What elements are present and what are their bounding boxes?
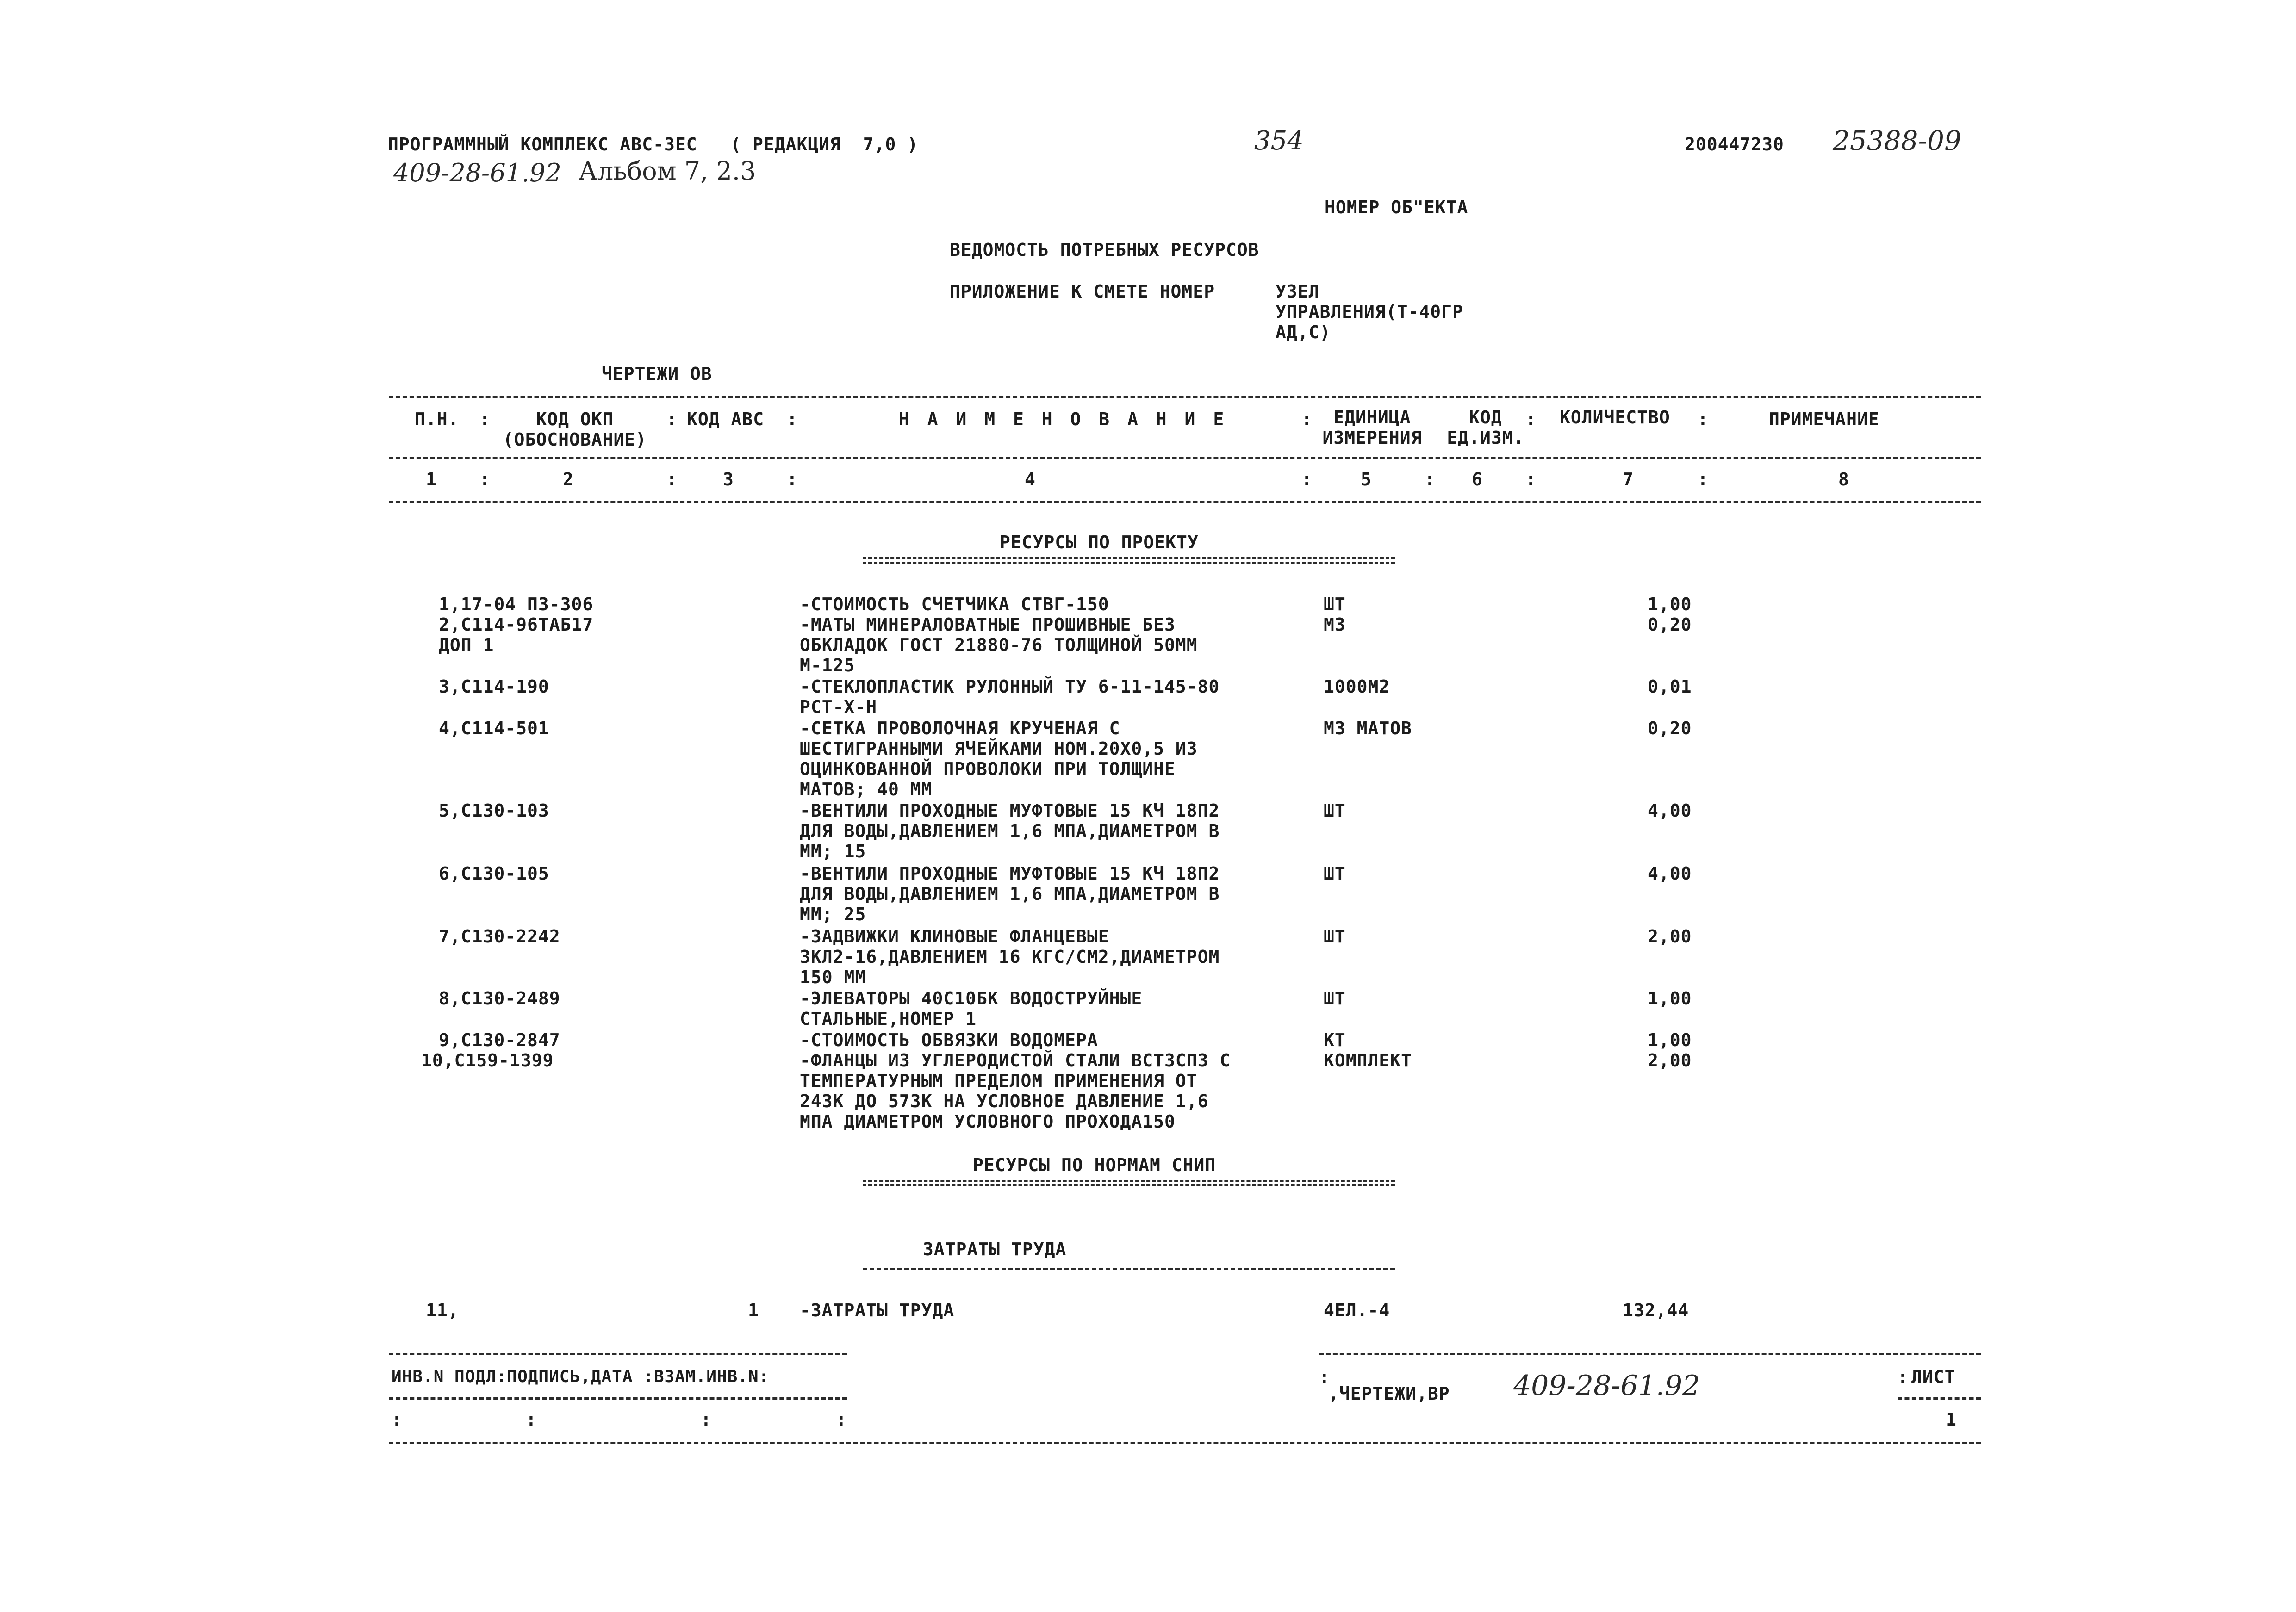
row-7-quantity: 2,00: [1648, 926, 1692, 947]
row-6-unit: ШТ: [1324, 863, 1346, 884]
stamp-left-mid-rule: [389, 1397, 847, 1400]
row-5-unit: ШТ: [1324, 800, 1346, 821]
col-number-1: 1: [426, 469, 437, 490]
col-header-name: Н А И М Е Н О В А Н И Е: [899, 409, 1228, 429]
header-top-rule: [389, 396, 1981, 398]
row-10-quantity: 2,00: [1648, 1050, 1692, 1071]
column-separator: :: [1698, 469, 1708, 490]
stamp-sheet-label: ЛИСТ: [1911, 1367, 1956, 1387]
column-separator: :: [666, 469, 677, 490]
row-7-unit: ШТ: [1324, 926, 1346, 947]
row-6-quantity: 4,00: [1648, 863, 1692, 884]
stamp-cell-separator: :: [392, 1409, 402, 1430]
row-2-name: -МАТЫ МИНЕРАЛОВАТНЫЕ ПРОШИВНЫЕ БЕЗ ОБКЛАДОК ГОСТ 21880-76 ТОЛЩИНОЙ 50ММ М-125: [800, 614, 1198, 676]
row-6-name: -ВЕНТИЛИ ПРОХОДНЫЕ МУФТОВЫЕ 15 КЧ 18П2 ДЛЯ ВОДЫ,ДАВЛЕНИЕМ 1,6 МПА,ДИАМЕТРОМ В ММ; 25: [800, 863, 1220, 924]
col-header-note: ПРИМЕЧАНИЕ: [1769, 409, 1879, 429]
column-separator: :: [479, 469, 490, 490]
stamp-bottom-rule: [389, 1442, 1981, 1444]
stamp-left-header: ИНВ.N ПОДЛ:ПОДПИСЬ,ДАТА :ВЗАМ.ИНВ.N:: [392, 1367, 770, 1386]
row-10-name: -ФЛАНЦЫ ИЗ УГЛЕРОДИСТОЙ СТАЛИ ВСТ3СП3 С ТЕМПЕРАТУРНЫМ ПРЕДЕЛОМ ПРИМЕНЕНИЯ ОТ 243К ДО 573К НА УСЛОВНОЕ ДАВЛЕНИЕ 1,6 МПА ДИАМЕТРОМ УСЛОВНОГО ПРОХОДА150: [800, 1050, 1231, 1132]
column-separator: :: [479, 409, 490, 429]
row-1-unit: ШТ: [1324, 594, 1346, 614]
stamp-sheet-rule: [1898, 1397, 1981, 1400]
album-label: Альбом 7, 2.3: [579, 156, 756, 186]
stamp-left-top-rule: [389, 1353, 847, 1355]
row-9-quantity: 1,00: [1648, 1030, 1692, 1050]
column-separator: :: [1525, 409, 1536, 429]
stamp-cell-separator: :: [526, 1409, 536, 1430]
column-separator: :: [787, 469, 797, 490]
handwritten-code: 25388-09: [1833, 125, 1961, 156]
row-3-quantity: 0,01: [1648, 676, 1692, 697]
column-separator: :: [1425, 469, 1435, 490]
header-mid-rule: [389, 457, 1981, 459]
section-label: ЧЕРТЕЖИ ОВ: [602, 364, 712, 384]
column-separator: :: [1698, 409, 1708, 429]
page-number: 354: [1254, 126, 1304, 156]
row-4-quantity: 0,20: [1648, 718, 1692, 738]
project-resources-underline: [863, 557, 1395, 564]
row-9-code: 9,С130-2847: [439, 1030, 560, 1050]
document-title: ВЕДОМОСТЬ ПОТРЕБНЫХ РЕСУРСОВ: [950, 240, 1259, 260]
row-7-name: -ЗАДВИЖКИ КЛИНОВЫЕ ФЛАНЦЕВЫЕ ЗКЛ2-16,ДАВЛЕНИЕМ 16 КГС/СМ2,ДИАМЕТРОМ 150 ММ: [800, 926, 1220, 987]
project-resources-heading: РЕСУРСЫ ПО ПРОЕКТУ: [1000, 532, 1199, 552]
snip-resources-heading: РЕСУРСЫ ПО НОРМАМ СНИП: [973, 1155, 1216, 1175]
row-2-unit: М3: [1324, 614, 1346, 635]
stamp-cell-separator: :: [701, 1409, 711, 1430]
labor-row-code: 11,: [426, 1300, 459, 1321]
col-header-quantity: КОЛИЧЕСТВО: [1560, 407, 1670, 428]
column-separator: :: [1301, 469, 1312, 490]
col-number-2: 2: [563, 469, 574, 490]
appendix-label: ПРИЛОЖЕНИЕ К СМЕТЕ НОМЕР: [950, 281, 1215, 302]
object-number-label: НОМЕР ОБ"ЕКТА: [1325, 197, 1468, 217]
row-3-unit: 1000М2: [1324, 676, 1390, 697]
row-2-code: 2,С114-96ТАБ17 ДОП 1: [439, 614, 594, 655]
col-header-unit-code: КОД ЕД.ИЗМ.: [1447, 407, 1524, 448]
row-3-code: 3,С114-190: [439, 676, 549, 697]
row-1-code: 1,17-04 ПЗ-306: [439, 594, 594, 614]
stamp-cell-separator: :: [836, 1409, 846, 1430]
row-1-name: -СТОИМОСТЬ СЧЕТЧИКА СТВГ-150: [800, 594, 1109, 614]
row-3-name: -СТЕКЛОПЛАСТИК РУЛОННЫЙ ТУ 6-11-145-80 РСТ-Х-Н: [800, 676, 1220, 717]
program-name: ПРОГРАММНЫЙ КОМПЛЕКС АВС-3ЕС ( РЕДАКЦИЯ 7,0 ): [388, 134, 919, 155]
stamp-cell-separator: :: [1898, 1367, 1908, 1387]
labor-row-abc: 1: [748, 1300, 759, 1321]
row-4-unit: М3 МАТОВ: [1324, 718, 1412, 738]
labor-row-unit: 4ЕЛ.-4: [1324, 1300, 1390, 1321]
row-1-quantity: 1,00: [1648, 594, 1692, 614]
stamp-sheet-number: 1: [1946, 1409, 1957, 1430]
col-number-3: 3: [723, 469, 734, 490]
row-8-code: 8,С130-2489: [439, 988, 560, 1009]
row-5-name: -ВЕНТИЛИ ПРОХОДНЫЕ МУФТОВЫЕ 15 КЧ 18П2 ДЛЯ ВОДЫ,ДАВЛЕНИЕМ 1,6 МПА,ДИАМЕТРОМ В ММ; 15: [800, 800, 1220, 862]
col-number-5: 5: [1361, 469, 1372, 490]
col-number-7: 7: [1623, 469, 1634, 490]
row-10-unit: КОМПЛЕКТ: [1324, 1050, 1412, 1071]
col-header-unit: ЕДИНИЦА ИЗМЕРЕНИЯ: [1322, 407, 1422, 448]
labor-heading: ЗАТРАТЫ ТРУДА: [923, 1239, 1067, 1259]
row-10-code: 10,С159-1399: [421, 1050, 554, 1071]
col-number-4: 4: [1025, 469, 1036, 490]
row-9-name: -СТОИМОСТЬ ОБВЯЗКИ ВОДОМЕРА: [800, 1030, 1098, 1050]
snip-resources-underline: [863, 1180, 1395, 1186]
col-header-okp: КОД ОКП (ОБОСНОВАНИЕ): [503, 409, 647, 450]
row-5-quantity: 4,00: [1648, 800, 1692, 821]
row-4-name: -СЕТКА ПРОВОЛОЧНАЯ КРУЧЕНАЯ С ШЕСТИГРАННЫМИ ЯЧЕЙКАМИ НОМ.20Х0,5 ИЗ ОЦИНКОВАННОЙ ПРОВОЛОКИ ПРИ ТОЛЩИНЕ МАТОВ; 40 ММ: [800, 718, 1198, 800]
column-separator: :: [666, 409, 677, 429]
column-separator: :: [1525, 469, 1536, 490]
row-6-code: 6,С130-105: [439, 863, 549, 884]
stamp-cell-separator: :: [1319, 1367, 1330, 1387]
column-separator: :: [1301, 409, 1312, 429]
row-8-quantity: 1,00: [1648, 988, 1692, 1009]
document-code: 200447230: [1685, 134, 1784, 155]
row-9-unit: КТ: [1324, 1030, 1346, 1050]
stamp-drawing-code: 409-28-61.92: [1513, 1370, 1700, 1402]
header-bottom-rule: [389, 501, 1981, 503]
stamp-drawing-label: ,ЧЕРТЕЖИ,ВР: [1328, 1383, 1450, 1404]
col-number-8: 8: [1838, 469, 1849, 490]
labor-underline: [863, 1268, 1395, 1270]
appendix-value: УЗЕЛ УПРАВЛЕНИЯ(Т-40ГР АД,С): [1276, 281, 1463, 342]
row-5-code: 5,С130-103: [439, 800, 549, 821]
labor-row-quantity: 132,44: [1623, 1300, 1689, 1321]
labor-row-name: -ЗАТРАТЫ ТРУДА: [800, 1300, 955, 1321]
row-4-code: 4,С114-501: [439, 718, 549, 738]
row-8-unit: ШТ: [1324, 988, 1346, 1009]
column-separator: :: [787, 409, 797, 429]
col-number-6: 6: [1472, 469, 1483, 490]
col-header-abc: КОД АВС: [687, 409, 765, 429]
row-2-quantity: 0,20: [1648, 614, 1692, 635]
row-8-name: -ЭЛЕВАТОРЫ 40С10БК ВОДОСТРУЙНЫЕ СТАЛЬНЫЕ,НОМЕР 1: [800, 988, 1143, 1029]
row-7-code: 7,С130-2242: [439, 926, 560, 947]
col-header-pn: П.Н.: [415, 409, 459, 429]
handwritten-album-code: 409-28-61.92: [393, 158, 561, 187]
stamp-right-top-rule: [1319, 1353, 1981, 1355]
